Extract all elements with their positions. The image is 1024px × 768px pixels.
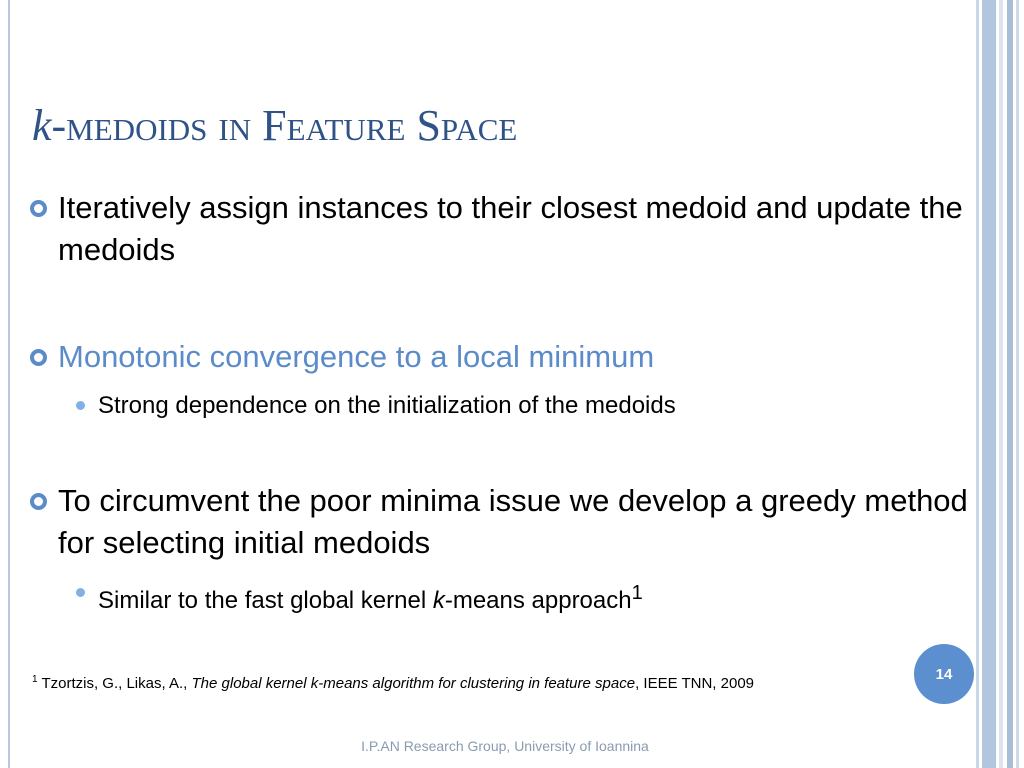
title-cap-s: S <box>416 101 441 150</box>
ring-bullet-icon <box>30 349 47 366</box>
footnote <box>32 674 754 692</box>
subbullet-fast-global-kernel <box>98 577 938 617</box>
title-part-space: pace <box>440 101 518 150</box>
footnote-marker: 1 <box>32 674 38 685</box>
bullet-text: To circumvent the poor minima issue we develop a greedy method for selecting initial medoids <box>58 483 968 560</box>
footnote-paper-title: The global kernel k-means algorithm for clustering in feature space <box>191 675 636 692</box>
bullet-text: Monotonic convergence to a local minimum <box>58 339 655 374</box>
title-part-medoids: -medoids in <box>51 101 263 150</box>
footer-text: I.P.AN Research Group, University of Ioannina <box>361 738 649 754</box>
bullet-monotonic-convergence <box>58 336 968 378</box>
ring-bullet-icon <box>30 493 47 510</box>
dot-bullet-icon <box>76 401 85 410</box>
bullet-text: Iteratively assign instances to their closest medoid and update the medoids <box>58 190 963 267</box>
subbullet-text-after: -means approach <box>444 587 632 614</box>
subbullet-italic-k: k <box>432 587 445 614</box>
right-decorative-bars <box>976 0 1024 768</box>
ring-bullet-icon <box>30 200 47 217</box>
slide-title <box>32 96 517 156</box>
bullet-iteratively-assign <box>58 187 968 271</box>
dot-bullet-icon <box>76 588 85 597</box>
title-k: k <box>32 101 52 150</box>
title-cap-f: F <box>262 101 287 150</box>
page-number-badge <box>914 644 974 704</box>
footnote-reference: 1 <box>631 582 643 604</box>
left-border-line <box>8 0 10 768</box>
page-number: 14 <box>935 665 953 683</box>
subbullet-text-before: Similar to the fast global kernel <box>98 587 433 614</box>
footnote-venue: , IEEE TNN, 2009 <box>635 675 755 692</box>
bullet-circumvent-poor-minima <box>58 480 968 564</box>
footnote-authors: Tzortzis, G., Likas, A., <box>37 675 192 692</box>
subbullet-text: Strong dependence on the initialization of the medoids <box>98 392 676 419</box>
title-part-feature: eature <box>286 101 417 150</box>
subbullet-strong-dependence <box>98 390 938 422</box>
